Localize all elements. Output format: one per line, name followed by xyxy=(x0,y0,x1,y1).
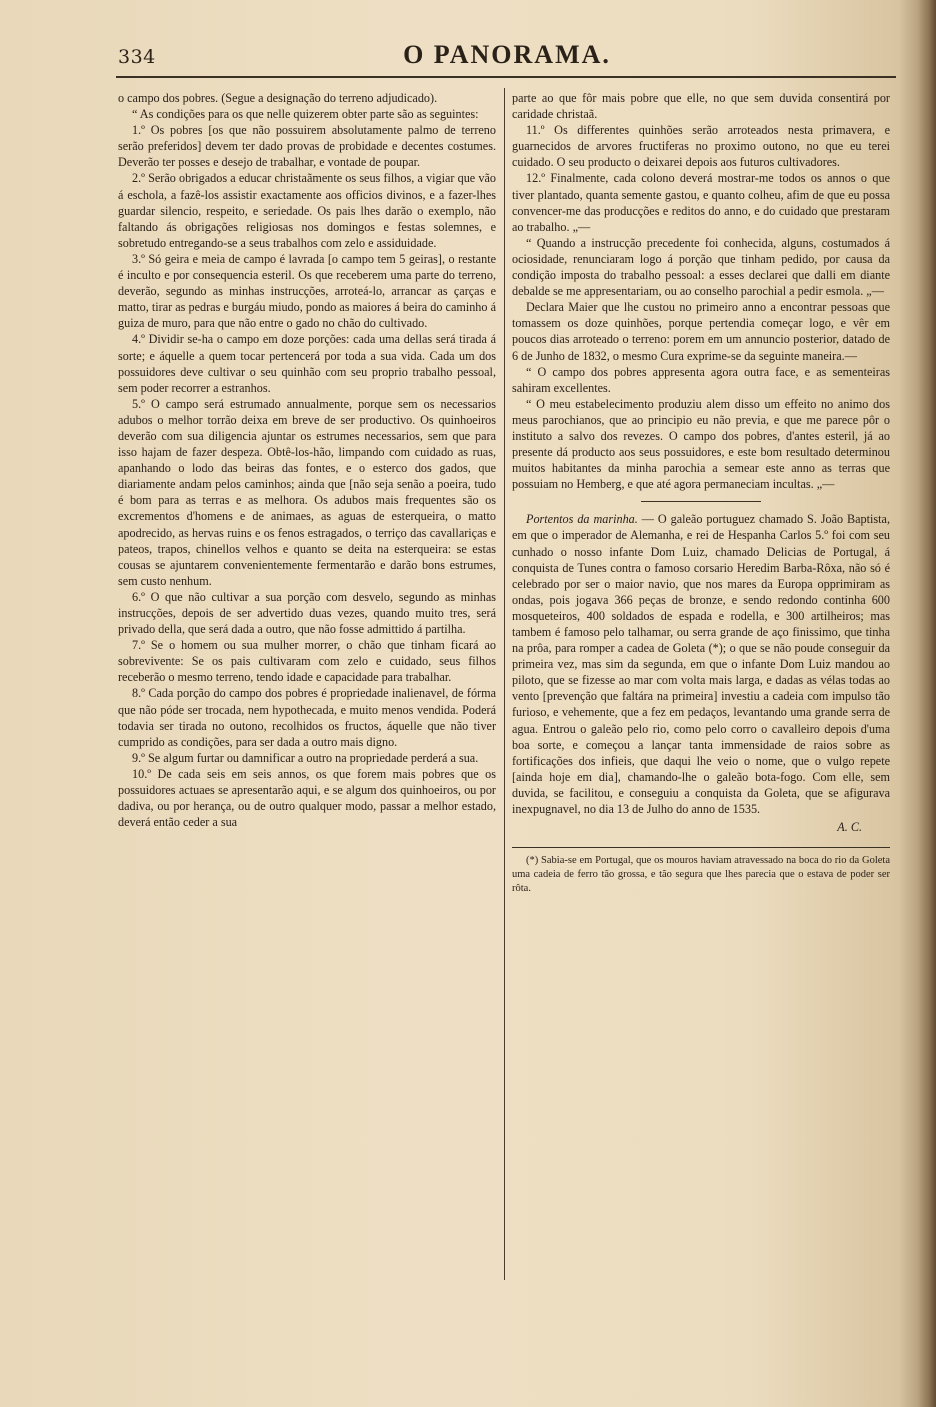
paragraph: 7.º Se o homem ou sua mulher morrer, o chão que tinham ficará ao sobrevivente: Se os pais cultivaram com zelo e cuidado, seus filhos receberão o mesmo terreno, tendo idade e capacidade para trabalhar. xyxy=(118,638,496,685)
article-body: — O galeão portuguez chamado S. João Baptista, em que o imperador de Alemanha, e rei de Hespanha Carlos 5.º foi com seu cunhado o nosso infante Dom Luiz, chamado Delicias de Portugal, á conquista de Tunes contra o famoso corsario Heredim Barba-Rôxa, não só é celebrado por ser o maior navio, que nos mares da Europa opprimiram as ondas, pois jogava 366 peças de bronze, e sendo redondo continha 600 mosqueteiros, 400 soldados de espada e rodella, e 300 artilheiros; mas tambem é famoso pelo talhamar, ou serra grande de aço finissimo, que tinha na prôa, para romper a cadea de Goleta (*); o que se não poude conseguir da primeira vez, mas sim da segunda, em que o infante Dom Luiz mandou ao piloto, que se fizesse ao mar com volta mais larga, e dadas as vélas todas ao vento [prevenção que faltára na primeira] investiu a cadeia com impulso tão furioso, e vehemente, que a fez em pedaços, levantando uma grande serra de agua. Entrou o galeão pelo rio, como pelo corro o cavalleiro depois d'uma boa sorte, e começou a lançar tanta immensidade de raios sobre as fortificações dos infieis, que daqui lhe veio o nome, que o vulgo repete [ainda hoje em dia], chamando-lhe o galeão bota-fogo. Com elle, sem duvida, se facilitou, e conseguiu a conquista da Goleta, que se afigurava inexpugnavel, no dia 13 de Julho do anno de 1535. xyxy=(512,512,890,817)
paragraph: 1.º Os pobres [os que não possuirem absolutamente palmo de terreno serão preferidos] devem ter dado provas de probidade e decentes costumes. Deverão ter posses e desejo de trabalhar, e vontade de poupar. xyxy=(118,123,496,170)
paragraph: 4.º Dividir se-ha o campo em doze porções: cada uma dellas será tirada á sorte; e áquelle a quem tocar pertencerá por toda a sua vida. Cada um dos possuidores deve cultivar o seu quinhão com seu proprio trabalho pessoal, sem poder recorrer a estranhos. xyxy=(118,332,496,395)
page-header xyxy=(118,40,896,74)
paragraph: “ O campo dos pobres appresenta agora outra face, e as sementeiras sahiram excellentes. xyxy=(512,364,890,395)
paragraph: 3.º Só geira e meia de campo é lavrada [o campo tem 5 geiras], o restante é inculto e por consequencia esteril. Os que receberem uma parte do terreno, deverão, segundo as minhas instrucções, arroteá-lo, arrancar as çarças e matto, tirar as pedras e burgáu miudo, pondo as maiores á beira do caminho á guiza de muro, para que não entre o gado no chão do cultivado. xyxy=(118,251,496,331)
left-column xyxy=(118,90,496,1290)
page-number: 334 xyxy=(118,46,156,68)
paragraph: 12.º Finalmente, cada colono deverá mostrar-me todos os annos o que tiver plantado, quanta semente gastou, e quanto colheu, afim de que eu possa convencer-me das producções e reditos do anno, e do cuidado que prestaram ao trabalho. „— xyxy=(512,171,890,234)
paragraph: 2.º Serão obrigados a educar christaãmente os seus filhos, a vigiar que vão á eschola, a fazê-los assistir exactamente aos officios divinos, e a fazer-lhes guardar silencio, respeito, e seriedade. Os pais lhes darão o exemplo, não faltando ás obrigações religiosas nos domingos e festas solemnes, e sobretudo entregando-se a seus trabalhos com zelo e assiduidade. xyxy=(118,171,496,250)
paragraph: Declara Maier que lhe custou no primeiro anno a encontrar pessoas que tomassem os doze quinhões, porque pertendia começar logo, e vêr em poucos dias arroteado o terreno: porem em um annuncio posterior, datado de 6 de Junho de 1832, o mesmo Cura exprime-se da seguinte maneira.— xyxy=(512,300,890,363)
paragraph: “ Quando a instrucção precedente foi conhecida, alguns, costumados á ociosidade, renunciaram logo á porção que tinham pedido, por causa da condição imposta do trabalho pessoal: a esses declarei que dalli em diante debalde se me appresentariam, ou ao conselho parochial a pedir esmola. „— xyxy=(512,235,890,299)
footnote: (*) Sabia-se em Portugal, que os mouros haviam atravessado na boca do rio da Goleta uma cadeia de ferro tão grossa, e tão segura que lhes parecia que o estava de poder ser rôta. xyxy=(512,855,890,895)
paragraph: “ As condições para os que nelle quizerem obter parte são as seguintes: xyxy=(132,107,479,122)
article-separator xyxy=(641,501,761,502)
paragraph: 6.º O que não cultivar a sua porção com desvelo, segundo as minhas instrucções, depois de ser advertido duas vezes, quando muito tres, será privado della, que será dada a outro, que não fosse admittido á partilha. xyxy=(118,589,496,637)
column-divider xyxy=(504,88,505,1280)
footnote-rule xyxy=(512,847,890,848)
paragraph: 10.º De cada seis em seis annos, os que forem mais pobres que os possuidores actuaes se apresentarão aqui, e se algum dos quinhoeiros, ou por dadiva, ou por herança, ou de outro qualquer modo, passar a melhor estado, deverá então ceder a sua xyxy=(118,766,496,830)
right-column xyxy=(512,90,890,1290)
paragraph: “ O meu estabelecimento produziu alem disso um effeito no animo dos meus parochianos, que ao principio eu não previa, e que me parece pôr o instituto a salvo dos revezes. O campo dos pobres, d'antes esteril, já ao presente dá producto aos seus possuidores, e este bom resultado determinou muitos habitantes da minha parochia a semear este anno as terras que possuiam no Hemberg, e que até agora permaneciam incultas. „— xyxy=(512,396,890,492)
paragraph: o campo dos pobres. (Segue a designação do terreno adjudicado). xyxy=(118,91,438,105)
paragraph: 11.º Os differentes quinhões serão arroteados nesta primavera, e guarnecidos de arvores fructiferas no proximo outono, no que eu terei cuidado. O seu producto o deixarei depois aos futuros cultivadores. xyxy=(512,123,890,170)
article-signature: A. C. xyxy=(837,820,862,835)
article-title: Portentos da marinha. xyxy=(526,512,638,527)
paragraph: parte ao que fôr mais pobre que elle, no que sem duvida consentirá por caridade christaã. xyxy=(512,91,890,122)
running-title: O PANORAMA. xyxy=(403,40,611,69)
paragraph: 5.º O campo será estrumado annualmente, porque sem os necessarios adubos o melhor torrão deixa em breve de ser productivo. Os quinhoeiros deverão com sua diligencia ajuntar os estrumes necessarios, sem que para isso hajam de fazer despeza. Obtê-los-hão, limpando com cuidado as ruas, apanhando o lodo das beiras das fontes, e o esterco dos gados, que diariamente andam pelos caminhos; ainda que [não seja senão a poeira, tudo é bom para as terras e as melhora. Os adubos mais frequentes são os excrementos d'homens e de animaes, as aguas de esterqueira, o matto apodrecido, as hervas ruins e os fenos estragados, o terriço das cavallariças e pateos, trapos, chinellos velhos e quanto se deita na esterqueira: se estas cousas se ajuntarem convenientemente fermentarão e darão bons estrumes, sem custo nenhum. xyxy=(118,396,496,588)
page-edge-shadow xyxy=(918,0,936,1407)
article-paragraph xyxy=(512,511,890,817)
header-rule xyxy=(116,76,896,78)
paragraph: 9.º Se algum furtar ou damnificar a outro na propriedade perderá a sua. xyxy=(132,750,479,765)
paragraph: 8.º Cada porção do campo dos pobres é propriedade inalienavel, de fórma que não póde ser trocada, nem hypothecada, e muito menos vendida. Poderá todavia ser tirada no outono, recolhidos os fructos, áquelle que não tiver cumprido as condições, para ser dada a outro mais digno. xyxy=(118,686,496,749)
